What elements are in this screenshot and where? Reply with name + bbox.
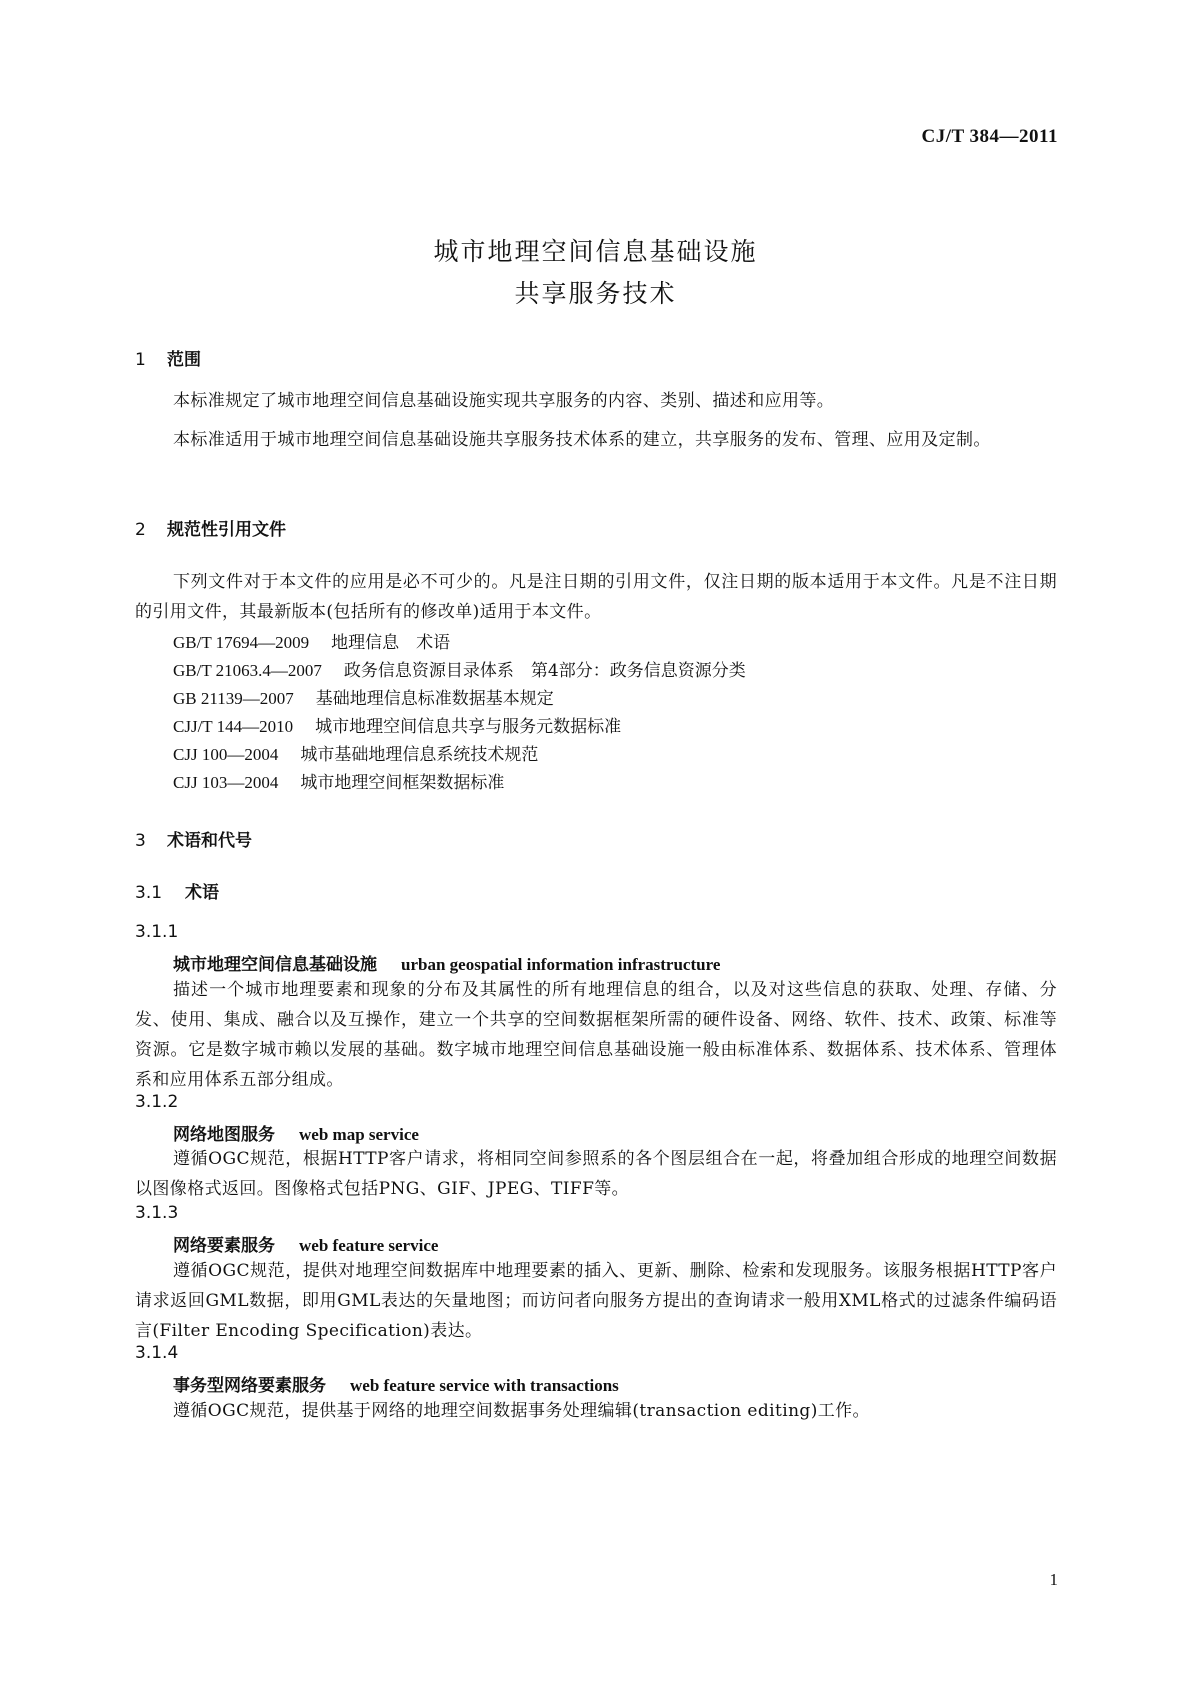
reference-title: 城市地理空间框架数据标准 [300,773,505,793]
term-chinese: 事务型网络要素服务 [173,1376,326,1396]
term-definition: 遵循OGC规范，提供对地理空间数据库中地理要素的插入、更新、删除、检索和发现服务。该服务根据HTTP客户请求返回GML数据，即用GML表达的矢量地图；而访问者向服务方提出的查询请求一般用XML格式的过滤条件编码语言(Filter Encoding Specification)表达。 [135,1261,1057,1341]
term-english: urban geospatial information infrastructure [401,955,721,974]
page-number: 1 [1049,1570,1058,1589]
reference-item [173,656,746,681]
section-title: 范围 [167,350,201,370]
reference-code: GB/T 17694—2009 [173,633,310,652]
clause-number: 3.1.4 [135,1343,179,1363]
reference-title: 基础地理信息标准数据基本规定 [315,689,554,709]
reference-code: CJJ 100—2004 [173,745,279,764]
term-definition: 遵循OGC规范，根据HTTP客户请求，将相同空间参照系的各个图层组合在一起，将叠加组合形成的地理空间数据以图像格式返回。图像格式包括PNG、GIF、JPEG、TIFF等。 [135,1149,1057,1199]
document-title-line-2: 共享服务技术 [514,279,677,308]
section-title: 术语和代号 [167,831,252,851]
term-chinese: 网络地图服务 [173,1125,275,1145]
term-chinese: 网络要素服务 [173,1236,275,1256]
standard-code: CJ/T 384—2011 [921,126,1058,147]
term-chinese: 城市地理空间信息基础设施 [173,955,377,975]
clause-number: 3.1.2 [135,1092,179,1112]
term-entry [173,1120,419,1145]
subsection-heading-terms [135,878,219,903]
reference-code: CJJ 103—2004 [173,773,279,792]
paragraph: 下列文件对于本文件的应用是必不可少的。凡是注日期的引用文件，仅注日期的版本适用于本文件。凡是不注日期的引用文件，其最新版本(包括所有的修改单)适用于本文件。 [135,572,1057,622]
section-heading-scope [135,345,201,370]
reference-title: 城市地理空间信息共享与服务元数据标准 [315,717,622,737]
term-definition: 遵循OGC规范，提供基于网络的地理空间数据事务处理编辑(transaction editing)工作。 [173,1401,870,1421]
reference-item [173,684,554,709]
term-english: web feature service [299,1236,439,1255]
term-entry [173,950,720,975]
reference-title: 城市基础地理信息系统技术规范 [300,745,539,765]
term-definition: 描述一个城市地理要素和现象的分布及其属性的所有地理信息的组合，以及对这些信息的获取、处理、存储、分发、使用、集成、融合以及互操作，建立一个共享的空间数据框架所需的硬件设备、网络、软件、技术、政策、标准等资源。它是数字城市赖以发展的基础。数字城市地理空间信息基础设施一般由标准体系、数据体系、技术体系、管理体系和应用体系五部分组成。 [135,980,1057,1090]
reference-code: CJJ/T 144—2010 [173,717,294,736]
paragraph: 本标准规定了城市地理空间信息基础设施实现共享服务的内容、类别、描述和应用等。 [173,391,835,411]
paragraph: 本标准适用于城市地理空间信息基础设施共享服务技术体系的建立，共享服务的发布、管理、应用及定制。 [173,430,991,450]
reference-item [173,628,450,653]
section-title: 规范性引用文件 [167,520,286,540]
term-entry [173,1371,619,1396]
term-entry [173,1231,438,1256]
section-number: 1 [135,350,146,370]
document-title-line-1: 城市地理空间信息基础设施 [433,237,758,266]
term-english: web feature service with transactions [350,1376,619,1395]
section-heading-normative-references [135,515,286,540]
reference-code: GB/T 21063.4—2007 [173,661,322,680]
reference-code: GB 21139—2007 [173,689,294,708]
section-number: 2 [135,520,146,540]
reference-title: 地理信息 术语 [331,633,451,653]
subsection-title: 术语 [185,883,219,903]
reference-item [173,768,504,793]
reference-item [173,740,538,765]
clause-number: 3.1.1 [135,922,179,942]
section-number: 3 [135,831,146,851]
reference-item [173,712,621,737]
clause-number: 3.1.3 [135,1203,179,1223]
reference-title: 政务信息资源目录体系 第4部分：政务信息资源分类 [343,661,746,681]
subsection-number: 3.1 [135,883,163,903]
term-english: web map service [299,1125,419,1144]
section-heading-terms [135,826,252,851]
